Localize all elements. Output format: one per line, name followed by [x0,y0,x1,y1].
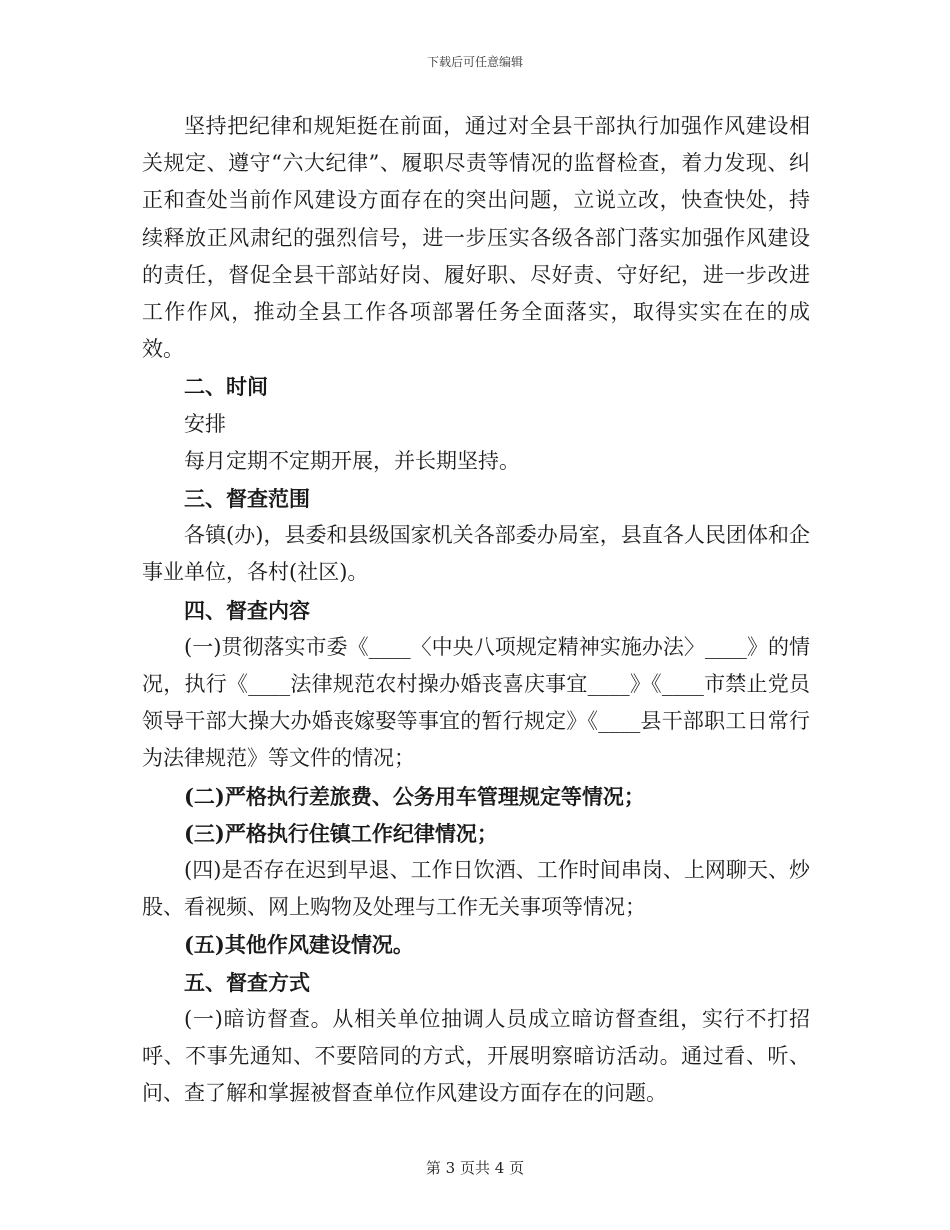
section-heading: 四、督查内容 [184,597,310,623]
section-heading: 三、督查范围 [184,486,310,512]
paragraph: 安排 [184,411,226,436]
paragraph: (四)是否存在迟到早退、工作日饮酒、工作时间串岗、上网聊天、炒股、看视频、网上购物及处理与工作无关事项等情况； [142,858,810,920]
paragraph: (一)贯彻落实市委《____〈中央八项规定精神实施办法〉____》的情况，执行《____法律规范农村操办婚丧喜庆事宜____》《____市禁止党员领导干部大操大办婚丧嫁娶等事宜的暂行规定》《____县干部职工日常行为法律规范》等文件的情况； [142,634,810,771]
paragraph: (一)暗访督查。从相关单位抽调人员成立暗访督查组，实行不打招呼、不事先通知、不要陪同的方式，开展明察暗访活动。通过看、听、问、查了解和掌握被督查单位作风建设方面存在的问题。 [142,1006,810,1106]
section-heading: 五、督查方式 [184,969,310,995]
bold-list-item: (三)严格执行住镇工作纪律情况； [184,820,498,846]
document-body [142,108,810,1112]
page-footer: 第 3 页共 4 页 [425,1159,525,1177]
paragraph: 每月定期不定期开展，并长期坚持。 [184,448,520,473]
bold-list-item: (二)严格执行差旅费、公务用车管理规定等情况； [184,783,645,809]
paragraph: 各镇(办)，县委和县级国家机关各部委办局室，县直各人民团体和企事业单位，各村(社区)。 [142,523,810,585]
section-heading: 二、时间 [184,374,268,400]
page-header: 下载后可任意编辑 [426,55,523,69]
paragraph: 坚持把纪律和规矩挺在前面，通过对全县干部执行加强作风建设相关规定、遵守“六大纪律”、履职尽责等情况的监督检查，着力发现、纠正和查处当前作风建设方面存在的突出问题，立说立改，快查快处，持续释放正风肃纪的强烈信号，进一步压实各级各部门落实加强作风建设的责任，督促全县干部站好岗、履好职、尽好责、守好纪，进一步改进工作作风，推动全县工作各项部署任务全面落实，取得实实在在的成效。 [142,114,810,362]
bold-list-item: (五)其他作风建设情况。 [184,932,414,958]
